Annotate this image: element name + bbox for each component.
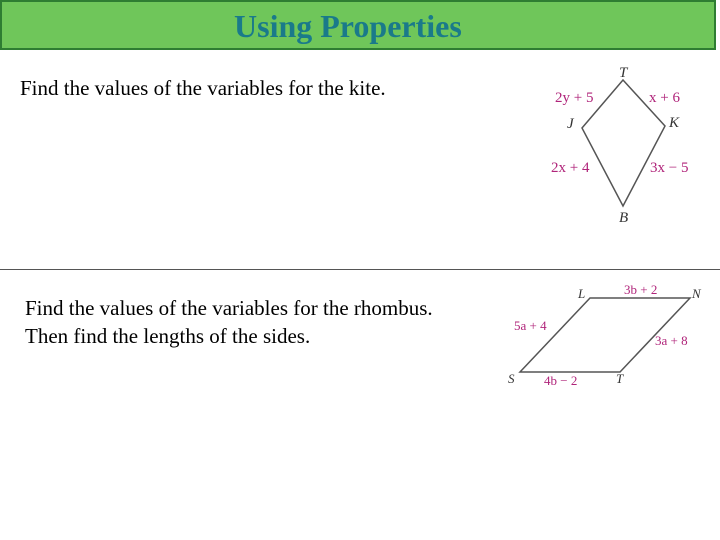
kite-side-bottom-left: 2x + 4 (551, 160, 590, 176)
kite-vertex-j: J (567, 116, 574, 132)
rhombus-vertex-t: T (616, 371, 624, 386)
kite-side-top-right: x + 6 (649, 90, 680, 106)
kite-side-top-left: 2y + 5 (555, 90, 594, 106)
kite-vertex-k: K (669, 115, 680, 131)
rhombus-vertex-n: N (692, 286, 701, 301)
rhombus-vertex-l: L (578, 286, 586, 301)
page-title: Using Properties (234, 8, 462, 44)
rhombus-figure (508, 282, 702, 388)
rhombus-prompt-line2: Then find the lengths of the sides. (25, 324, 311, 348)
kite-vertex-t: T (619, 65, 628, 81)
rhombus-prompt-line1: Find the values of the variables for the rhombus. (25, 296, 433, 320)
rhombus-vertex-s: S (508, 371, 515, 386)
rhombus-side-left: 5a + 4 (514, 318, 547, 333)
kite-side-bottom-right: 3x − 5 (650, 160, 689, 176)
kite-prompt: Find the values of the variables for the kite. (20, 76, 386, 100)
kite-figure (551, 65, 688, 226)
rhombus-side-right: 3a + 8 (655, 333, 688, 348)
kite-vertex-b: B (619, 210, 629, 226)
rhombus-side-top: 3b + 2 (624, 282, 658, 297)
rhombus-side-bottom: 4b − 2 (544, 373, 578, 388)
